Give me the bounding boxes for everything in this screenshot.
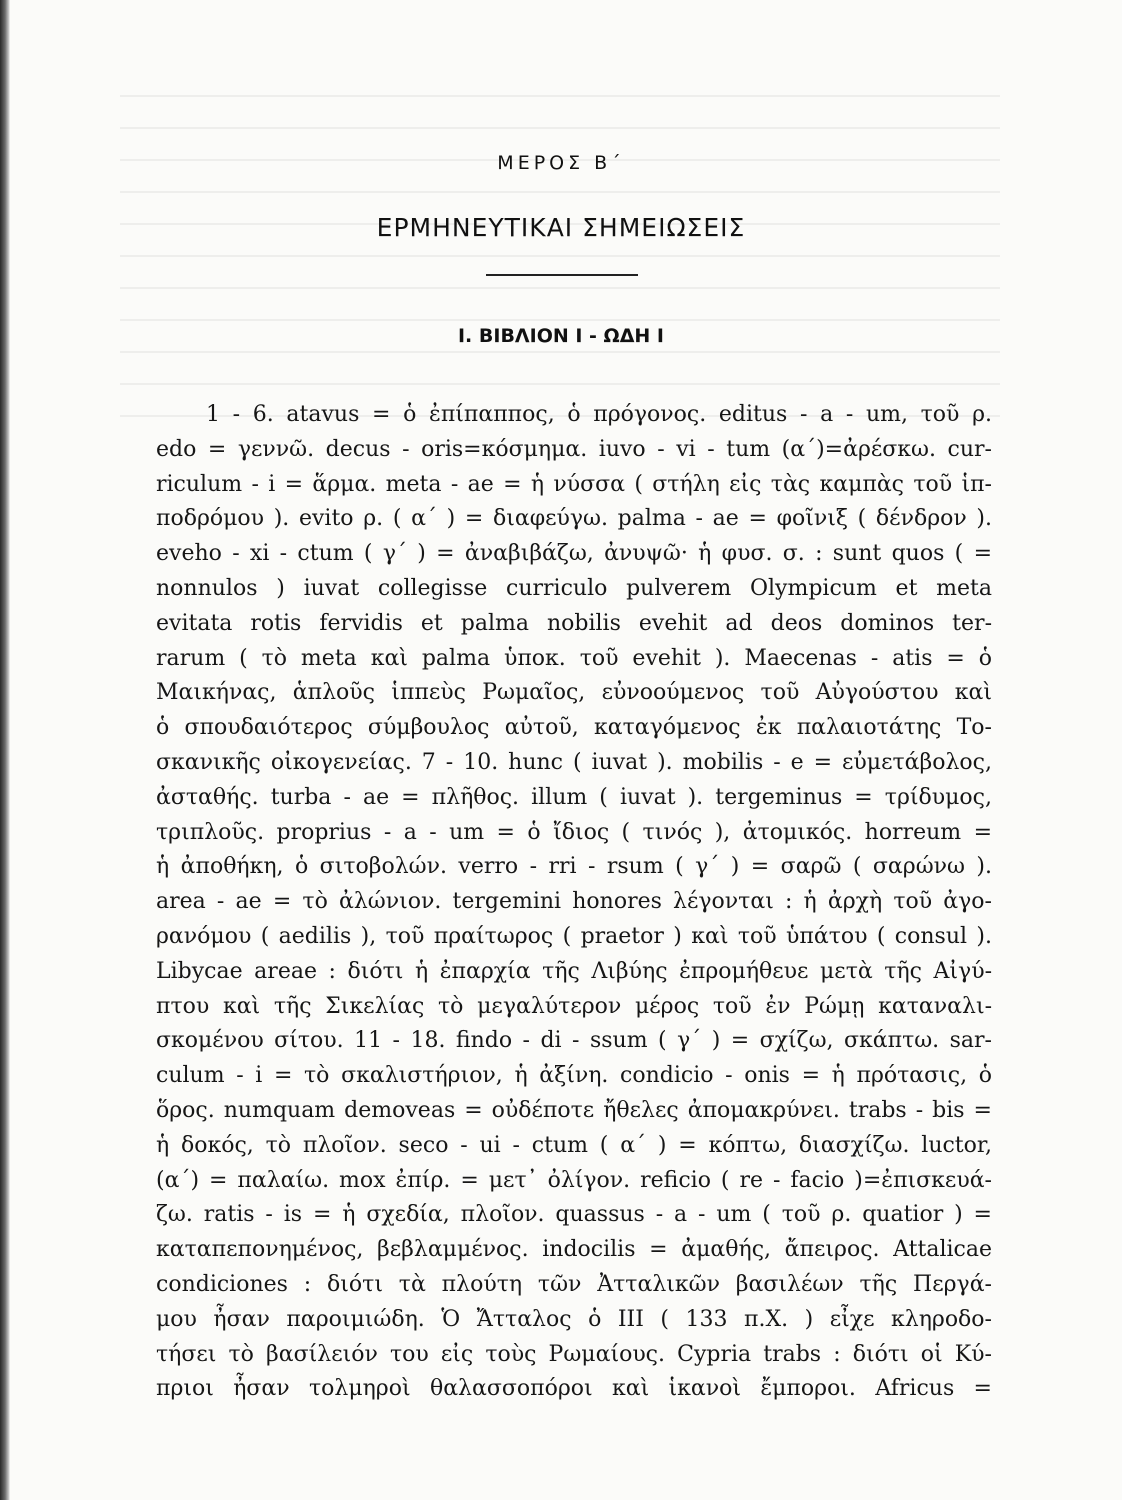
text-line: ἀσταθής. turba - ae = πλῆθος. illum ( iuvat ). tergeminus = τρίδυμος, <box>156 784 992 810</box>
text-line: condiciones : διότι τὰ πλούτη τῶν Ἀτταλικῶν βασιλέων τῆς Περγά- <box>156 1271 992 1297</box>
text-line: eveho - xi - ctum ( γ΄ ) = ἀναβιβάζω, ἀνυψῶ· ἡ φυσ. σ. : sunt quos ( = <box>156 541 992 567</box>
text-line: culum - i = τὸ σκαλιστήριον, ἡ ἀξίνη. condicio - onis = ἡ πρότασις, ὁ <box>156 1063 992 1089</box>
main-title: ΕΡΜΗΝΕΥΤΙΚΑΙ ΣΗΜΕΙΩΣΕΙΣ <box>376 213 746 242</box>
text-line: πριοι ἦσαν τολμηροὶ θαλασσοπόροι καὶ ἱκανοὶ ἔμποροι. Africus = <box>156 1376 992 1402</box>
text-line: καταπεπονημένος, βεβλαμμένος. indocilis = ἀμαθής, ἄπειρος. Attalicae <box>156 1237 992 1263</box>
text-line: 1 - 6. atavus = ὁ ἐπίπαππος, ὁ πρόγονος. editus - a - um, τοῦ ρ. <box>206 402 992 427</box>
text-line: rarum ( τὸ meta καὶ palma ὑποκ. τοῦ evehit ). Maecenas - atis = ὁ <box>156 645 992 671</box>
text-line: edo = γεννῶ. decus - oris=κόσμημα. iuvo - vi - tum (α΄)=ἀρέσκω. cur- <box>156 436 992 462</box>
text-line: riculum - i = ἅρμα. meta - ae = ἡ νύσσα ( στήλη εἰς τὰς καμπὰς τοῦ ἱπ- <box>156 471 992 497</box>
text-line: ὁ σπουδαιότερος σύμβουλος αὐτοῦ, καταγόμενος ἐκ παλαιοτάτης Το- <box>156 715 992 741</box>
text-line: πτου καὶ τῆς Σικελίας τὸ μεγαλύτερον μέρος τοῦ ἐν Ρώμῃ καταναλι- <box>156 993 992 1019</box>
text-line: μου ἦσαν παροιμιώδη. Ὁ Ἄτταλος ὁ III ( 133 π.Χ. ) εἶχε κληροδο- <box>156 1306 992 1332</box>
section-heading: Ι. ΒΙΒΛΙΟΝ Ι - ΩΔΗ Ι <box>457 325 664 347</box>
text-line: ζω. ratis - is = ἡ σχεδία, πλοῖον. quassus - a - um ( τοῦ ρ. quatior ) = <box>156 1202 992 1228</box>
text-line: σκομένου σίτου. 11 - 18. findo - di - ssum ( γ΄ ) = σχίζω, σκάπτω. sar- <box>156 1028 992 1054</box>
text-line: ποδρόμου ). evito ρ. ( α΄ ) = διαφεύγω. palma - ae = φοῖνιξ ( δένδρον ). <box>156 506 992 532</box>
text-line: ἡ ἀποθήκη, ὁ σιτοβολών. verro - rri - rsum ( γ΄ ) = σαρῶ ( σαρώνω ). <box>156 854 992 880</box>
text-line: Μαικήνας, ἁπλοῦς ἱππεὺς Ρωμαῖος, εὐνοούμενος τοῦ Αὐγούστου καὶ <box>156 680 992 706</box>
bleed-through-shadow <box>120 95 1000 425</box>
text-line: ὅρος. numquam demoveas = οὐδέποτε ἤθελες ἀπομακρύνει. trabs - bis = <box>156 1097 992 1123</box>
text-line: area - ae = τὸ ἀλώνιον. tergemini honores λέγονται : ἡ ἀρχὴ τοῦ ἀγο- <box>156 889 992 915</box>
text-line: evitata rotis fervidis et palma nobilis evehit ad deos dominos ter- <box>156 610 992 636</box>
body-text <box>156 398 992 1407</box>
text-line: nonnulos ) iuvat collegisse curriculo pulverem Olympicum et meta <box>156 575 992 601</box>
text-line: Libycae areae : διότι ἡ ἐπαρχία τῆς Λιβύης ἐπρομήθευε μετὰ τῆς Αἰγύ- <box>156 958 992 984</box>
text-line: (α΄) = παλαίω. mox ἐπίρ. = μετ᾽ ὀλίγον. reficio ( re - facio )=ἐπισκευά- <box>156 1167 992 1193</box>
title-divider <box>486 274 638 276</box>
text-line: τήσει τὸ βασίλειόν του εἰς τοὺς Ρωμαίους. Cypria trabs : διότι οἱ Κύ- <box>156 1341 992 1367</box>
text-line: σκανικῆς οἰκογενείας. 7 - 10. hunc ( iuvat ). mobilis - e = εὐμετάβολος, <box>156 749 992 775</box>
text-line: ἡ δοκός, τὸ πλοῖον. seco - ui - ctum ( α΄ ) = κόπτω, διασχίζω. luctor, <box>156 1132 992 1158</box>
part-heading: ΜΕΡΟΣ Β΄ <box>497 152 625 174</box>
text-line: τριπλοῦς. proprius - a - um = ὁ ἴδιος ( τινός ), ἀτομικός. horreum = <box>156 819 992 845</box>
text-line: ρανόμου ( aedilis ), τοῦ πραίτωρος ( praetor ) καὶ τοῦ ὑπάτου ( consul ). <box>156 923 992 949</box>
